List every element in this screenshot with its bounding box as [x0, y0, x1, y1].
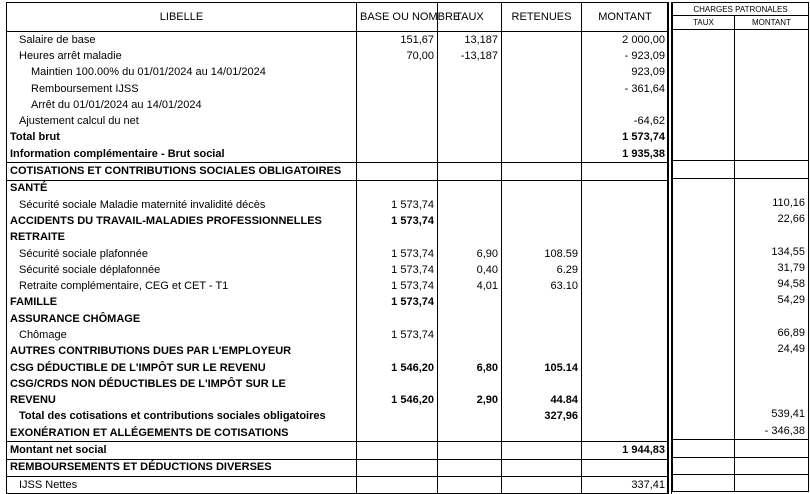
row-label: Sécurité sociale plafonnée [7, 246, 357, 262]
table-row [7, 246, 669, 262]
header-montant: MONTANT [582, 3, 669, 32]
row-label: Total brut [7, 130, 357, 146]
table-row [673, 309, 809, 325]
row-retenues [502, 97, 582, 113]
row-charges-taux [673, 244, 735, 260]
row-charges-taux [673, 111, 735, 127]
row-base [357, 409, 438, 425]
table-row [673, 358, 809, 374]
row-base: 1 573,74 [357, 213, 438, 229]
row-retenues: 6.29 [502, 262, 582, 278]
row-base: 1 573,74 [357, 278, 438, 294]
row-base [357, 477, 438, 494]
table-row [673, 391, 809, 407]
row-base [357, 146, 438, 163]
table-row [673, 95, 809, 111]
row-retenues [502, 163, 582, 180]
table-row [7, 442, 669, 459]
row-taux: 13,187 [438, 32, 502, 49]
row-charges-taux [673, 128, 735, 144]
table-row [7, 376, 669, 392]
row-charges-taux [673, 309, 735, 325]
row-charges-montant [735, 309, 809, 325]
row-taux [438, 409, 502, 425]
row-charges-taux [673, 440, 735, 457]
row-retenues [502, 425, 582, 442]
row-retenues [502, 230, 582, 246]
row-charges-taux [673, 144, 735, 161]
row-montant: 923,09 [582, 65, 669, 81]
row-label: Sécurité sociale déplafonnée [7, 262, 357, 278]
row-base [357, 442, 438, 459]
row-taux [438, 477, 502, 494]
row-taux [438, 146, 502, 163]
row-montant: 2 000,00 [582, 32, 669, 49]
row-montant: - 923,09 [582, 48, 669, 64]
table-row [7, 459, 669, 476]
row-taux [438, 81, 502, 97]
row-retenues [502, 311, 582, 327]
row-charges-taux [673, 276, 735, 292]
row-charges-montant [735, 79, 809, 95]
row-base: 70,00 [357, 48, 438, 64]
row-base [357, 81, 438, 97]
row-retenues [502, 130, 582, 146]
table-row [673, 423, 809, 440]
row-label: Remboursement IJSS [7, 81, 357, 97]
row-charges-montant: 110,16 [735, 195, 809, 211]
row-base: 1 546,20 [357, 360, 438, 376]
row-base: 1 573,74 [357, 295, 438, 311]
row-retenues [502, 344, 582, 360]
row-charges-taux [673, 423, 735, 440]
row-charges-taux [673, 293, 735, 309]
row-charges-taux [673, 342, 735, 358]
row-charges-montant: 66,89 [735, 325, 809, 341]
employer-charges-table [672, 2, 809, 492]
table-row [7, 48, 669, 64]
row-label: ACCIDENTS DU TRAVAIL-MALADIES PROFESSIONNELLES [7, 213, 357, 229]
row-montant [582, 425, 669, 442]
row-montant: -64,62 [582, 113, 669, 129]
row-retenues: 44.84 [502, 393, 582, 409]
row-montant [582, 97, 669, 113]
table-row [7, 230, 669, 246]
row-charges-montant: 134,55 [735, 244, 809, 260]
row-charges-montant: 539,41 [735, 407, 809, 423]
row-taux: 2,90 [438, 393, 502, 409]
row-base [357, 130, 438, 146]
row-montant: - 361,64 [582, 81, 669, 97]
row-label: CSG DÉDUCTIBLE DE L'IMPÔT SUR LE REVENU [7, 360, 357, 376]
row-label: Arrêt du 01/01/2024 au 14/01/2024 [7, 97, 357, 113]
row-montant [582, 393, 669, 409]
row-charges-taux [673, 63, 735, 79]
row-charges-montant: - 346,38 [735, 423, 809, 440]
table-row [7, 278, 669, 294]
row-taux [438, 97, 502, 113]
row-retenues [502, 146, 582, 163]
row-taux: 6,80 [438, 360, 502, 376]
row-base [357, 230, 438, 246]
row-retenues [502, 65, 582, 81]
row-charges-taux [673, 211, 735, 227]
row-montant [582, 344, 669, 360]
table-row [673, 79, 809, 95]
table-row [673, 475, 809, 492]
row-charges-montant [735, 391, 809, 407]
row-taux: 0,40 [438, 262, 502, 278]
row-montant [582, 311, 669, 327]
row-charges-taux [673, 407, 735, 423]
table-row [673, 111, 809, 127]
table-row [673, 228, 809, 244]
table-row [673, 407, 809, 423]
row-montant [582, 180, 669, 197]
table-row [673, 30, 809, 47]
row-montant: 337,41 [582, 477, 669, 494]
table-row [7, 97, 669, 113]
table-row [7, 360, 669, 376]
table-row [7, 425, 669, 442]
row-charges-taux [673, 228, 735, 244]
table-row [673, 325, 809, 341]
row-retenues [502, 295, 582, 311]
table-row [7, 65, 669, 81]
table-row [673, 63, 809, 79]
row-charges-taux [673, 195, 735, 211]
table-row [673, 457, 809, 474]
row-retenues: 63.10 [502, 278, 582, 294]
row-label: AUTRES CONTRIBUTIONS DUES PAR L'EMPLOYEUR [7, 344, 357, 360]
row-retenues [502, 113, 582, 129]
row-retenues: 327,96 [502, 409, 582, 425]
row-label: Chômage [7, 327, 357, 343]
header-charges-patronales: CHARGES PATRONALES [673, 3, 809, 16]
row-montant [582, 409, 669, 425]
row-base [357, 97, 438, 113]
row-base [357, 163, 438, 180]
row-label: ASSURANCE CHÔMAGE [7, 311, 357, 327]
row-taux [438, 311, 502, 327]
row-taux [438, 344, 502, 360]
row-charges-taux [673, 325, 735, 341]
table-row [673, 195, 809, 211]
row-charges-montant [735, 178, 809, 195]
table-row [673, 46, 809, 62]
row-label: EXONÉRATION ET ALLÉGEMENTS DE COTISATIONS [7, 425, 357, 442]
row-base: 1 573,74 [357, 246, 438, 262]
row-label: Ajustement calcul du net [7, 113, 357, 129]
table-row [673, 276, 809, 292]
row-charges-montant [735, 95, 809, 111]
row-base [357, 180, 438, 197]
row-charges-montant [735, 111, 809, 127]
header-base: BASE OU NOMBRE [357, 3, 438, 32]
table-row [7, 163, 669, 180]
row-taux [438, 180, 502, 197]
row-label: Total des cotisations et contributions sociales obligatoires [7, 409, 357, 425]
row-base [357, 459, 438, 476]
row-charges-montant [735, 63, 809, 79]
row-charges-taux [673, 391, 735, 407]
row-retenues [502, 376, 582, 392]
row-montant: 1 935,38 [582, 146, 669, 163]
table-row [673, 244, 809, 260]
row-taux [438, 327, 502, 343]
table-row [673, 440, 809, 457]
row-base [357, 65, 438, 81]
row-montant [582, 262, 669, 278]
row-label: REVENU [7, 393, 357, 409]
table-row [673, 178, 809, 195]
row-taux [438, 459, 502, 476]
row-charges-taux [673, 260, 735, 276]
row-charges-taux [673, 178, 735, 195]
row-retenues [502, 327, 582, 343]
row-label: CSG/CRDS NON DÉDUCTIBLES DE L'IMPÔT SUR LE [7, 376, 357, 392]
row-montant [582, 278, 669, 294]
row-retenues: 108.59 [502, 246, 582, 262]
row-retenues [502, 180, 582, 197]
row-charges-taux [673, 95, 735, 111]
header-libelle: LIBELLE [7, 3, 357, 32]
row-label: Maintien 100.00% du 01/01/2024 au 14/01/2024 [7, 65, 357, 81]
row-taux: -13,187 [438, 48, 502, 64]
column-divider [667, 2, 668, 494]
row-montant [582, 376, 669, 392]
row-label: Sécurité sociale Maladie maternité invalidité décès [7, 197, 357, 213]
table-row [7, 197, 669, 213]
row-retenues [502, 442, 582, 459]
table-row [7, 409, 669, 425]
row-charges-taux [673, 30, 735, 47]
row-montant: 1 944,83 [582, 442, 669, 459]
row-retenues [502, 32, 582, 49]
row-charges-taux [673, 358, 735, 374]
row-montant [582, 459, 669, 476]
row-charges-montant [735, 144, 809, 161]
row-base [357, 344, 438, 360]
table-row [7, 180, 669, 197]
row-taux [438, 163, 502, 180]
row-label: Salaire de base [7, 32, 357, 49]
table-row [7, 113, 669, 129]
row-base [357, 376, 438, 392]
row-charges-montant [735, 358, 809, 374]
row-base [357, 311, 438, 327]
table-row [7, 327, 669, 343]
table-row [7, 393, 669, 409]
row-charges-taux [673, 374, 735, 390]
table-row [673, 260, 809, 276]
table-row [7, 146, 669, 163]
table-row [7, 477, 669, 494]
row-montant [582, 327, 669, 343]
table-row [7, 262, 669, 278]
header-charges-taux: TAUX [673, 16, 735, 30]
row-taux [438, 65, 502, 81]
row-base: 1 546,20 [357, 393, 438, 409]
row-base: 1 573,74 [357, 327, 438, 343]
row-taux [438, 376, 502, 392]
row-montant [582, 360, 669, 376]
row-taux [438, 130, 502, 146]
row-charges-montant: 54,29 [735, 293, 809, 309]
row-taux [438, 425, 502, 442]
row-taux [438, 442, 502, 459]
row-charges-montant: 22,66 [735, 211, 809, 227]
table-row [673, 144, 809, 161]
row-charges-taux [673, 161, 735, 178]
row-base [357, 425, 438, 442]
row-charges-taux [673, 79, 735, 95]
row-charges-montant [735, 161, 809, 178]
table-row [7, 130, 669, 146]
row-charges-taux [673, 457, 735, 474]
row-montant [582, 213, 669, 229]
row-taux [438, 213, 502, 229]
row-charges-montant [735, 457, 809, 474]
row-retenues [502, 81, 582, 97]
row-charges-montant [735, 128, 809, 144]
row-taux [438, 230, 502, 246]
row-charges-montant [735, 228, 809, 244]
header-charges-montant: MONTANT [735, 16, 809, 30]
row-base: 1 573,74 [357, 197, 438, 213]
row-label: Retraite complémentaire, CEG et CET - T1 [7, 278, 357, 294]
table-row [7, 213, 669, 229]
row-taux: 4,01 [438, 278, 502, 294]
row-base: 1 573,74 [357, 262, 438, 278]
row-label: SANTÉ [7, 180, 357, 197]
row-montant [582, 295, 669, 311]
row-taux [438, 113, 502, 129]
row-retenues: 105.14 [502, 360, 582, 376]
row-label: FAMILLE [7, 295, 357, 311]
row-montant [582, 163, 669, 180]
row-retenues [502, 459, 582, 476]
table-row [7, 32, 669, 49]
row-charges-montant: 31,79 [735, 260, 809, 276]
header-retenues: RETENUES [502, 3, 582, 32]
row-charges-montant: 24,49 [735, 342, 809, 358]
row-base: 151,67 [357, 32, 438, 49]
row-label: Information complémentaire - Brut social [7, 146, 357, 163]
row-retenues [502, 477, 582, 494]
row-label: COTISATIONS ET CONTRIBUTIONS SOCIALES OBLIGATOIRES [7, 163, 357, 180]
table-row [7, 81, 669, 97]
row-label: Montant net social [7, 442, 357, 459]
table-row [673, 374, 809, 390]
header-taux: TAUX [438, 3, 502, 32]
table-row [673, 211, 809, 227]
row-retenues [502, 48, 582, 64]
row-taux: 6,90 [438, 246, 502, 262]
row-charges-montant [735, 46, 809, 62]
row-montant [582, 230, 669, 246]
row-taux [438, 295, 502, 311]
row-base [357, 113, 438, 129]
row-montant: 1 573,74 [582, 130, 669, 146]
row-charges-taux [673, 475, 735, 492]
table-row [673, 293, 809, 309]
row-charges-montant [735, 374, 809, 390]
row-charges-taux [673, 46, 735, 62]
payslip-main-table [6, 2, 669, 494]
table-row [7, 311, 669, 327]
table-row [7, 295, 669, 311]
row-charges-montant [735, 30, 809, 47]
row-label: IJSS Nettes [7, 477, 357, 494]
row-label: RETRAITE [7, 230, 357, 246]
table-row [673, 342, 809, 358]
row-label: REMBOURSEMENTS ET DÉDUCTIONS DIVERSES [7, 459, 357, 476]
row-label: Heures arrêt maladie [7, 48, 357, 64]
table-row [7, 344, 669, 360]
table-row [673, 161, 809, 178]
row-retenues [502, 213, 582, 229]
row-charges-montant: 94,58 [735, 276, 809, 292]
row-taux [438, 197, 502, 213]
row-retenues [502, 197, 582, 213]
table-row [673, 128, 809, 144]
row-charges-montant [735, 475, 809, 492]
row-charges-montant [735, 440, 809, 457]
row-montant [582, 246, 669, 262]
row-montant [582, 197, 669, 213]
